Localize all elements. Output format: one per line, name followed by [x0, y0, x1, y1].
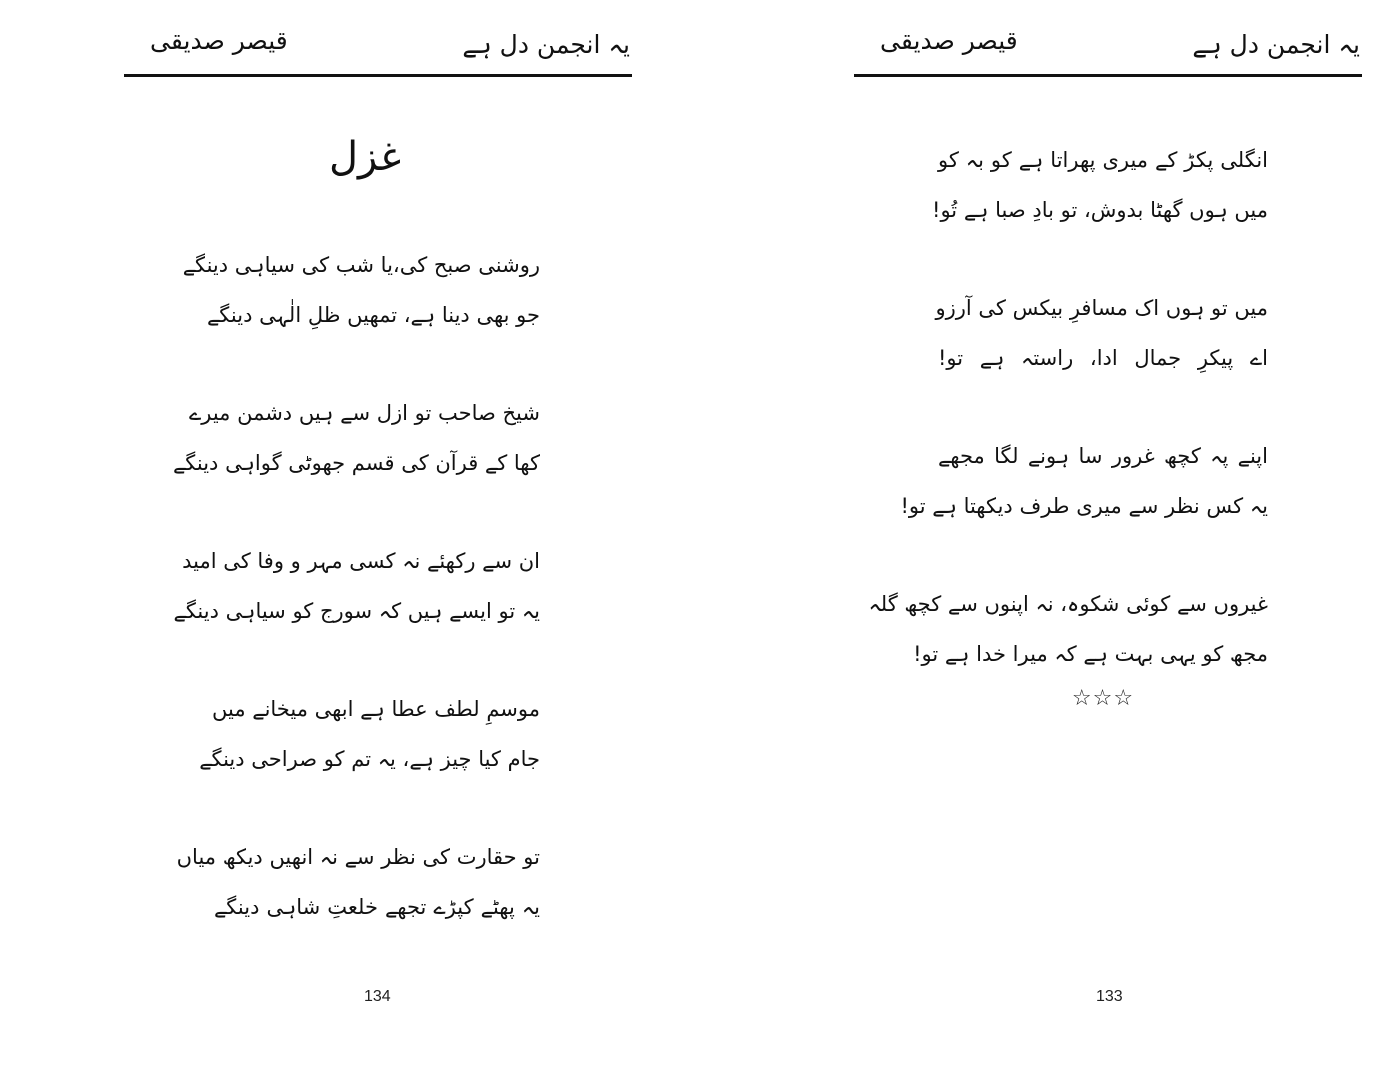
verse-line: جام کیا چیز ہے، یہ تم کو صراحی دینگے [199, 747, 540, 771]
verse-line: یہ پھٹے کپڑے تجھے خلعتِ شاہی دینگے [214, 895, 540, 919]
verse-line: ان سے رکھئے نہ کسی مہر و وفا کی امید [182, 549, 540, 573]
author-name: قیصر صدیقی [880, 26, 1018, 55]
page-number: 134 [364, 988, 391, 1005]
page-header [854, 22, 1362, 77]
verse-line: مجھ کو یہی بہت ہے کہ میرا خدا ہے تو! [913, 642, 1268, 666]
book-title: یہ انجمن دل ہے [1192, 30, 1360, 59]
verse-line: کھا کے قرآن کی قسم جھوٹی گواہی دینگے [172, 451, 540, 475]
verse-line: تو حقارت کی نظر سے نہ انھیں دیکھ میاں [176, 845, 540, 869]
verse-line: موسمِ لطف عطا ہے ابھی میخانے میں [212, 697, 540, 721]
verse-line: انگلی پکڑ کے میری پھراتا ہے کو بہ کو [938, 148, 1268, 172]
couplet [172, 388, 540, 536]
verse-line: میں ہوں گھٹا بدوش، تو بادِ صبا ہے تُو! [932, 198, 1268, 222]
verse-line: روشنی صبح کی،یا شب کی سیاہی دینگے [182, 253, 540, 277]
author-name: قیصر صدیقی [150, 26, 288, 55]
verse-line: میں تو ہوں اک مسافرِ بیکس کی آرزو [935, 296, 1268, 320]
right-page [698, 0, 1396, 1080]
poem [868, 135, 1268, 727]
couplet [182, 240, 540, 388]
couplet [199, 684, 540, 832]
verse-line: جو بھی دینا ہے، تمھیں ظلِ الٰہی دینگے [207, 303, 540, 327]
verse-line: اپنے پہ کچھ غرور سا ہونے لگا مجھے [938, 444, 1268, 468]
star-ornament: ☆☆☆ [1071, 686, 1135, 711]
ghazal-title: غزل [328, 134, 402, 180]
couplet [176, 832, 540, 980]
verse-line: یہ کس نظر سے میری طرف دیکھتا ہے تو! [900, 494, 1268, 518]
couplet [173, 536, 540, 684]
verse-line: شیخ صاحب تو ازل سے ہیں دشمن میرے [188, 401, 540, 425]
verse-line: غیروں سے کوئی شکوہ، نہ اپنوں سے کچھ گلہ [868, 592, 1268, 616]
verse-line: اے پیکرِ جمال ادا، راستہ ہے تو! [938, 346, 1268, 370]
poem [172, 240, 540, 980]
book-title: یہ انجمن دل ہے [462, 30, 630, 59]
verse-line: یہ تو ایسے ہیں کہ سورج کو سیاہی دینگے [173, 599, 540, 623]
couplet [932, 135, 1268, 283]
page-number: 133 [1096, 988, 1123, 1005]
couplet [900, 431, 1268, 579]
page-header [124, 22, 632, 77]
left-page [0, 0, 698, 1080]
couplet [935, 283, 1268, 431]
